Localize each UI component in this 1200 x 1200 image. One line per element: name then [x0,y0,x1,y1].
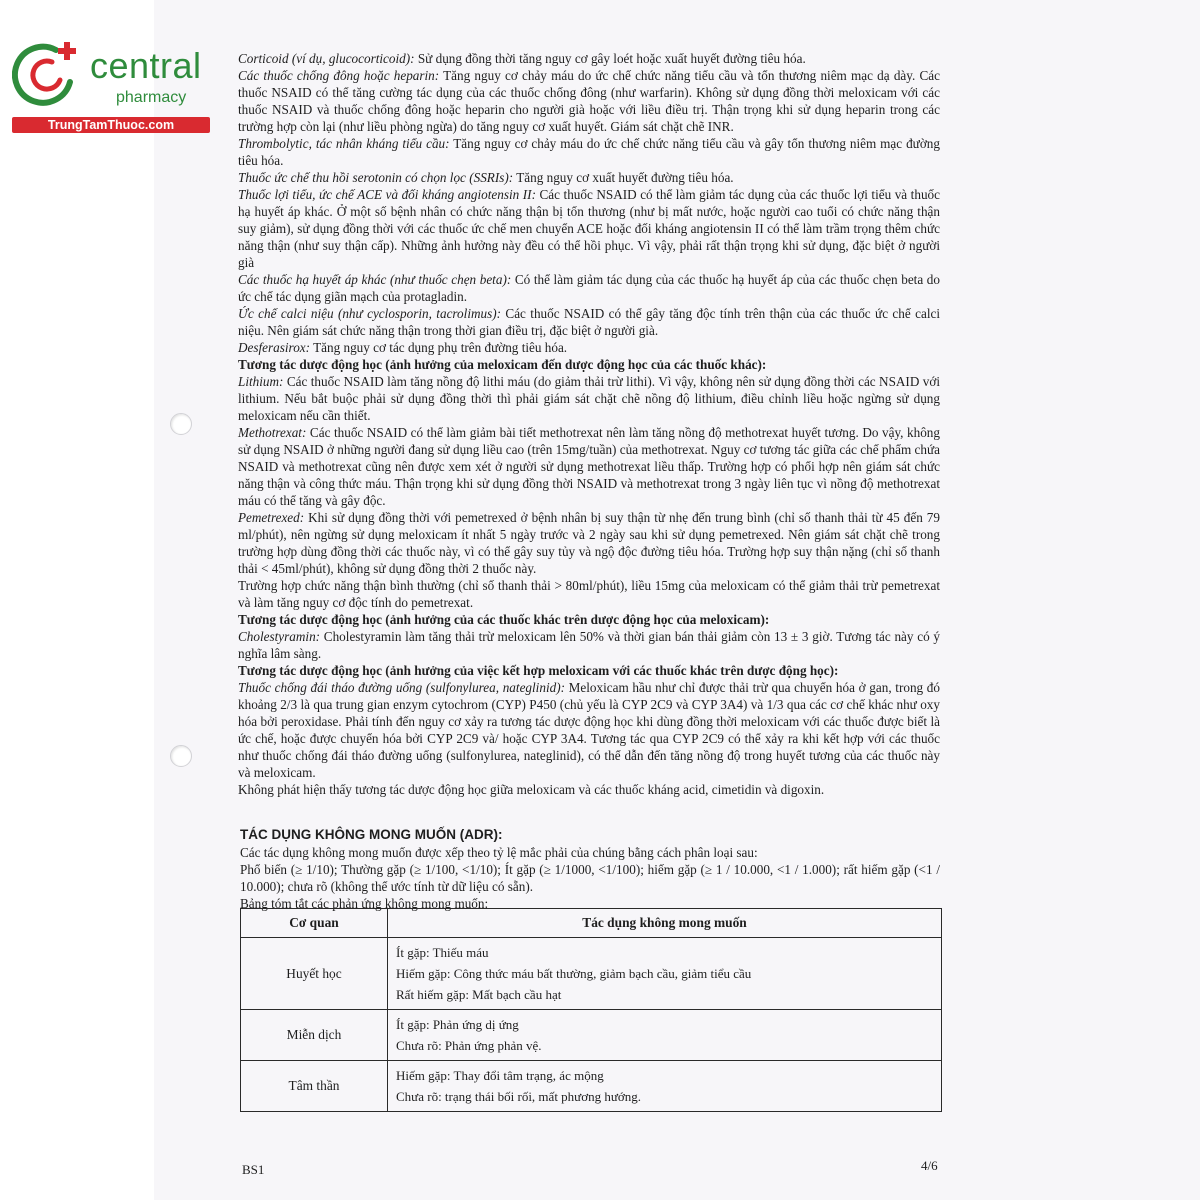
central-pharmacy-logo[interactable] [12,38,212,138]
drug-interaction-paragraph [238,628,940,662]
effects-cell [388,938,942,1010]
table-row [241,938,942,1010]
organ-cell: Miễn dịch [241,1010,388,1061]
drug-name-lead: Các thuốc chống đông hoặc heparin: [238,68,440,83]
pharmacy-cross-icon [12,38,82,110]
drug-name-lead: Corticoid (ví dụ, glucocorticoid): [238,51,415,66]
interaction-description: Cholestyramin làm tăng thải trừ meloxicam lên 50% và thời gian bán thải giảm còn 13 ± 3 giờ. Tương tác này có ý nghĩa lâm sàng. [238,629,940,661]
table-row [241,1061,942,1112]
drug-interaction-paragraph [238,339,940,356]
adr-section [240,826,940,912]
section-heading [238,611,940,628]
adr-heading: TÁC DỤNG KHÔNG MONG MUỐN (ADR): [240,827,503,842]
drug-interaction-paragraph [238,305,940,339]
logo-website[interactable]: TrungTamThuoc.com [12,117,210,133]
effect-line: Chưa rõ: Phản ứng phản vệ. [396,1038,542,1053]
table-header-row [241,909,942,938]
drug-interaction-paragraph [238,679,940,781]
drug-interaction-paragraph [238,135,940,169]
effect-line: Hiếm gặp: Thay đổi tâm trạng, ác mộng [396,1068,604,1083]
adr-table [240,908,942,1112]
section-heading [238,356,940,373]
drug-name-lead: Methotrexat: [238,425,307,440]
effect-line: Hiếm gặp: Công thức máu bất thường, giảm bạch cầu, giảm tiểu cầu [396,966,752,981]
effects-cell [388,1010,942,1061]
logo-sub-text: pharmacy [116,89,187,106]
drug-interaction-paragraph [238,186,940,271]
effect-line: Chưa rõ: trạng thái bối rối, mất phương hướng. [396,1089,642,1104]
punch-hole-top [170,413,192,435]
drug-interaction-paragraph [238,424,940,509]
drug-name-lead: Thuốc chống đái tháo đường uống (sulfonylurea, nateglinid): [238,680,565,695]
adr-intro: Các tác dụng không mong muốn được xếp theo tỷ lệ mắc phải của chúng bằng cách phân loại sau: [240,845,758,860]
drug-interaction-paragraph [238,169,940,186]
drug-interaction-paragraph [238,509,940,577]
logo-brand-text: central [90,45,202,86]
punch-hole-bottom [170,745,192,767]
interaction-description: Sử dụng đồng thời tăng nguy cơ gây loét hoặc xuất huyết đường tiêu hóa. [414,51,806,66]
drug-name-lead: Desferasirox: [238,340,311,355]
interaction-description: Tăng nguy cơ tác dụng phụ trên đường tiêu hóa. [310,340,568,355]
drug-interaction-paragraph [238,67,940,135]
effect-line: Ít gặp: Thiếu máu [396,945,489,960]
effect-line: Rất hiếm gặp: Mất bạch cầu hạt [396,987,562,1002]
paragraph: Trường hợp chức năng thận bình thường (chỉ số thanh thải > 80ml/phút), liều 15mg của meloxicam có thể giảm thải trừ pemetrexat và làm tăng nguy cơ độc tính do pemetrexat. [238,578,940,610]
drug-name-lead: Pemetrexed: [238,510,305,525]
drug-interaction-paragraph [238,271,940,305]
drug-interaction-paragraph [238,373,940,424]
heading-text: Tương tác dược động học (ảnh hưởng của các thuốc khác trên dược động học của meloxicam): [238,612,770,627]
interaction-description: Tăng nguy cơ chảy máu do ức chế chức năng tiểu cầu và tổn thương niêm mạc dạ dày. Các thuốc NSAID có thể tăng cường tác dụng của các thuốc chống đông (như warfarin). Không sử dụng đồng thời meloxicam với các thuốc NSAID và thuốc chống đông hoặc heparin cho người già hoặc với liều điều trị. Thận trọng khi sử dụng heparin trong các trường hợp còn lại (như liều phòng ngừa) do tăng nguy cơ xuất huyết. Giám sát chặt chẽ INR. [238,68,940,134]
heading-text: Tương tác dược động học (ảnh hưởng của việc kết hợp meloxicam với các thuốc khác trên dược động học): [238,663,839,678]
interaction-description: Khi sử dụng đồng thời với pemetrexed ở bệnh nhân bị suy thận từ nhẹ đến trung bình (chỉ số thanh thải từ 45 đến 79 ml/phút), nên ngừng sử dụng meloxicam ít nhất 5 ngày trước và 2 ngày sau khi sử dụng pemetrexed. Nên giám sát chặt chẽ trong trường hợp dùng đồng thời các thuốc này, vì có thể gây suy tủy và ngộ độc đường tiêu hóa. Trường hợp suy thận nặng (chỉ số thanh thải < 45ml/phút), không sử dụng đồng thời 2 thuốc này. [238,510,940,576]
header-effects: Tác dụng không mong muốn [388,909,942,938]
adr-table-caption: Bảng tóm tắt các phản ứng không mong muốn: [240,896,489,911]
drug-interaction-paragraph [238,50,940,67]
drug-name-lead: Lithium: [238,374,284,389]
interaction-description: Có thể làm giảm tác dụng của các thuốc hạ huyết áp của các thuốc chẹn beta do ức chế tác dụng giãn mạch của protagladin. [238,272,940,304]
page-number: 4/6 [921,1158,938,1173]
paragraph: Không phát hiện thấy tương tác dược động học giữa meloxicam và các thuốc kháng acid, cimetidin và digoxin. [238,782,825,797]
effect-line: Ít gặp: Phản ứng dị ứng [396,1017,519,1032]
organ-cell: Huyết học [241,938,388,1010]
drug-name-lead: Thuốc ức chế thu hồi serotonin có chọn lọc (SSRIs): [238,170,514,185]
interaction-description: Tăng nguy cơ chảy máu do ức chế chức năng tiểu cầu và gây tổn thương niêm mạc đường tiêu hóa. [238,136,940,168]
drug-name-lead: Các thuốc hạ huyết áp khác (như thuốc chẹn beta): [238,272,512,287]
interaction-text [238,50,940,798]
section-heading [238,662,940,679]
interaction-description: Meloxicam hầu như chỉ được thải trừ qua chuyển hóa ở gan, trong đó khoảng 2/3 là qua trung gian enzym cytochrom (CYP) P450 (chủ yếu là CYP 2C9 và CYP 3A4) và 1/3 qua các cơ chế khác như oxy hóa bởi peroxidase. Phải tính đến nguy cơ xảy ra tương tác dược động học khi dùng đồng thời meloxicam với các thuốc được biết là ức chế, hoặc được chuyển hóa bởi CYP 2C9 và/ hoặc CYP 3A4. Tương tác qua CYP 2C9 có thể xảy ra khi kết hợp với các thuốc như thuốc chống đái tháo đường uống (sulfonylurea, nateglinid), có thể dẫn đến tăng nồng độ trong huyết tương của các thuốc này và meloxicam. [238,680,940,780]
interaction-description: Tăng nguy cơ xuất huyết đường tiêu hóa. [513,170,734,185]
footer-code: BS1 [242,1162,265,1177]
drug-name-lead: Thuốc lợi tiểu, ức chế ACE và đối kháng angiotensin II: [238,187,536,202]
drug-name-lead: Cholestyramin: [238,629,321,644]
table-row [241,1010,942,1061]
header-organ: Cơ quan [241,909,388,938]
organ-cell: Tâm thần [241,1061,388,1112]
interaction-description: Các thuốc NSAID làm tăng nồng độ lithi máu (do giảm thải trừ lithi). Vì vậy, không nên sử dụng đồng thời các NSAID với lithium. Nếu bắt buộc phải sử dụng đồng thời thì phải giám sát chặt chẽ nồng độ lithium, điều chỉnh liều hoặc ngừng sử dụng meloxicam nếu cần thiết. [238,374,940,423]
interaction-description: Các thuốc NSAID có thể làm giảm bài tiết methotrexat nên làm tăng nồng độ methotrexat huyết tương. Do vậy, không sử dụng NSAID ở những người đang sử dụng liều cao (trên 15mg/tuần) của methotrexat. Nguy cơ tương tác giữa các chế phẩm chứa NSAID và methotrexat cũng nên được xem xét ở người sử dụng methotrexat liều thấp. Trường hợp có phối hợp nên giám sát chức năng thận và công thức máu. Thận trọng khi sử dụng đồng thời NSAID và methotrexat trong 3 ngày liên tục vì nồng độ methotrexat máu có thể tăng và gây độc. [238,425,940,508]
interaction-description: Các thuốc NSAID có thể gây tăng độc tính trên thận của các thuốc ức chế calci niệu. Nên giám sát chức năng thận trong thời gian điều trị, đặc biệt ở người già. [238,306,940,338]
effects-cell [388,1061,942,1112]
interaction-description: Các thuốc NSAID có thể làm giảm tác dụng của các thuốc lợi tiểu và thuốc hạ huyết áp khác. Ở một số bệnh nhân có chức năng thận bị tổn thương (như bị mất nước, hoặc người cao tuổi có chức năng thận suy giảm), sử dụng đồng thời với các thuốc ức chế men chuyển ACE hoặc đối kháng angiotensin II có thể làm trầm trọng thêm chức năng thận (như suy thận cấp). Những ảnh hưởng này đều có thể hồi phục. Vì vậy, phải rất thận trọng khi sử dụng, đặc biệt ở người già [238,187,940,270]
adr-frequency: Phổ biến (≥ 1/10); Thường gặp (≥ 1/100, <1/10); Ít gặp (≥ 1/1000, <1/100); hiếm gặp (≥ 1 / 10.000, <1 / 1.000); rất hiếm gặp (<1 / 10.000); chưa rõ (không thể ước tính từ dữ liệu có sẵn). [240,862,940,894]
drug-name-lead: Thrombolytic, tác nhân kháng tiểu cầu: [238,136,450,151]
drug-name-lead: Ức chế calci niệu (như cyclosporin, tacrolimus): [238,306,502,321]
heading-text: Tương tác dược động học (ảnh hưởng của meloxicam đến dược động học của các thuốc khác): [238,357,767,372]
